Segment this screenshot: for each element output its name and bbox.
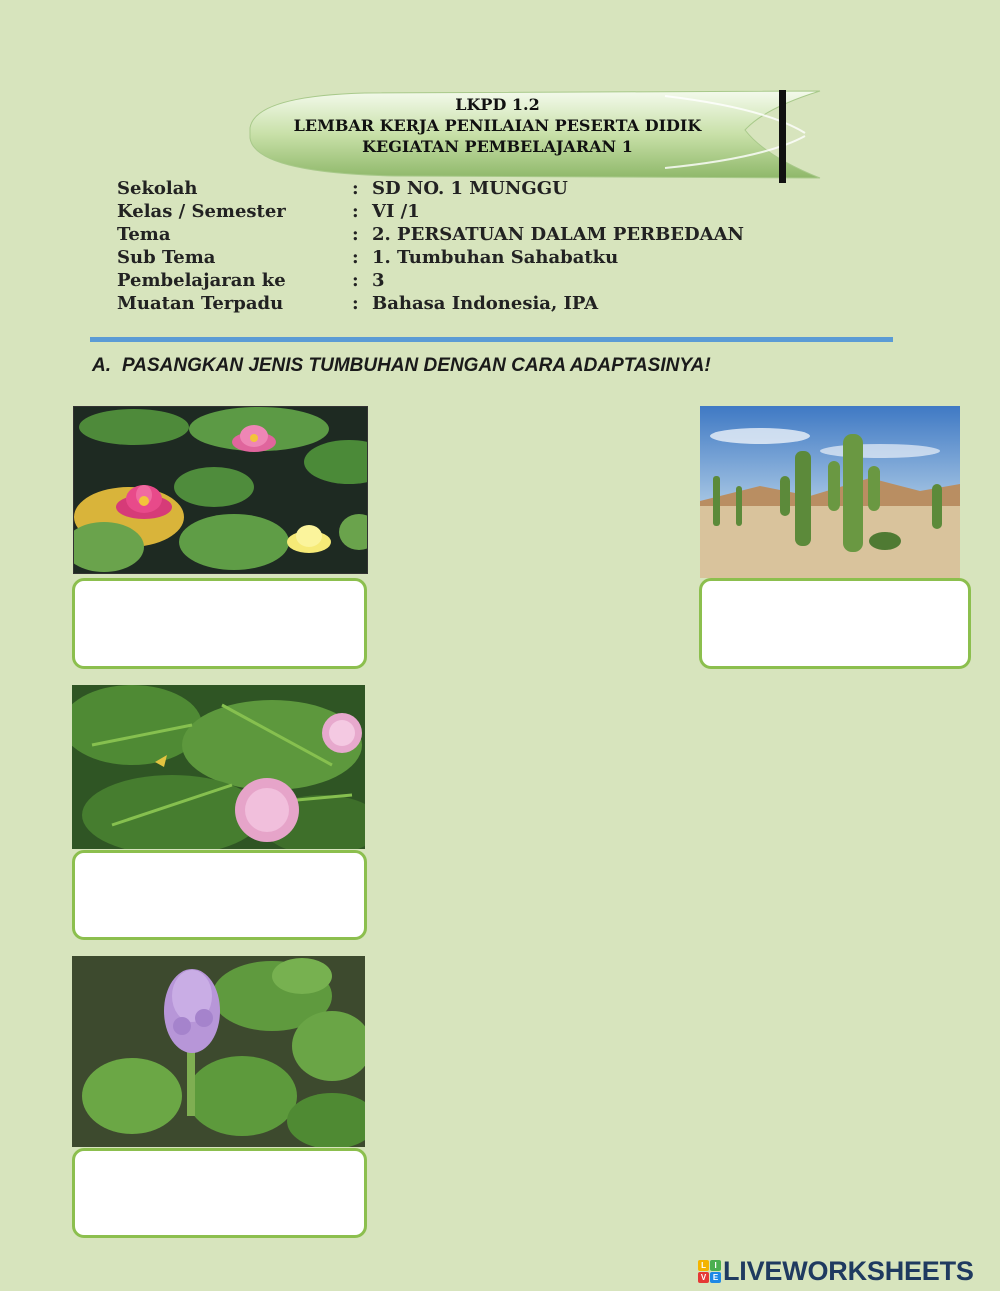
- mimosa-photo: [72, 685, 365, 849]
- brand-name: LIVEWORKSHEETS: [723, 1256, 974, 1286]
- title-block: [250, 94, 745, 157]
- water-hyacinth-photo: [72, 956, 365, 1147]
- info-colon: :: [352, 224, 359, 245]
- answer-box[interactable]: [699, 578, 971, 669]
- info-colon: :: [352, 293, 359, 314]
- info-label: Kelas / Semester: [117, 201, 286, 222]
- answer-box[interactable]: [72, 578, 367, 669]
- info-label: Sekolah: [117, 178, 198, 199]
- info-label: Tema: [117, 224, 171, 245]
- section-instruction: PASANGKAN JENIS TUMBUHAN DENGAN CARA ADAPTASINYA!: [122, 355, 711, 376]
- water-lily-photo: [73, 406, 368, 574]
- liveworksheets-logo[interactable]: [698, 1256, 974, 1287]
- info-value: Bahasa Indonesia, IPA: [372, 293, 599, 314]
- info-value: VI /1: [372, 201, 420, 222]
- info-colon: :: [352, 270, 359, 291]
- divider-line: [90, 337, 893, 342]
- info-colon: :: [352, 201, 359, 222]
- logo-letter: I: [710, 1260, 721, 1271]
- info-value: 3: [372, 270, 385, 291]
- section-a-heading: [92, 355, 711, 377]
- logo-letter: E: [710, 1272, 721, 1283]
- info-colon: :: [352, 178, 359, 199]
- info-label: Muatan Terpadu: [117, 293, 284, 314]
- answer-box[interactable]: [72, 1148, 367, 1238]
- worksheet-title: LEMBAR KERJA PENILAIAN PESERTA DIDIK: [293, 116, 702, 135]
- info-label: Sub Tema: [117, 247, 216, 268]
- answer-box[interactable]: [72, 850, 367, 940]
- section-letter: A.: [92, 355, 111, 376]
- logo-letter: V: [698, 1272, 709, 1283]
- worksheet-code: LKPD 1.2: [455, 95, 540, 114]
- info-value: 1. Tumbuhan Sahabatku: [372, 247, 619, 268]
- info-value: SD NO. 1 MUNGGU: [372, 178, 568, 199]
- info-label: Pembelajaran ke: [117, 270, 286, 291]
- cactus-photo: [700, 406, 960, 578]
- logo-letter: L: [698, 1260, 709, 1271]
- activity-title: KEGIATAN PEMBELAJARAN 1: [362, 137, 633, 156]
- liveworksheets-icon: [698, 1260, 721, 1283]
- info-colon: :: [352, 247, 359, 268]
- info-value: 2. PERSATUAN DALAM PERBEDAAN: [372, 224, 745, 245]
